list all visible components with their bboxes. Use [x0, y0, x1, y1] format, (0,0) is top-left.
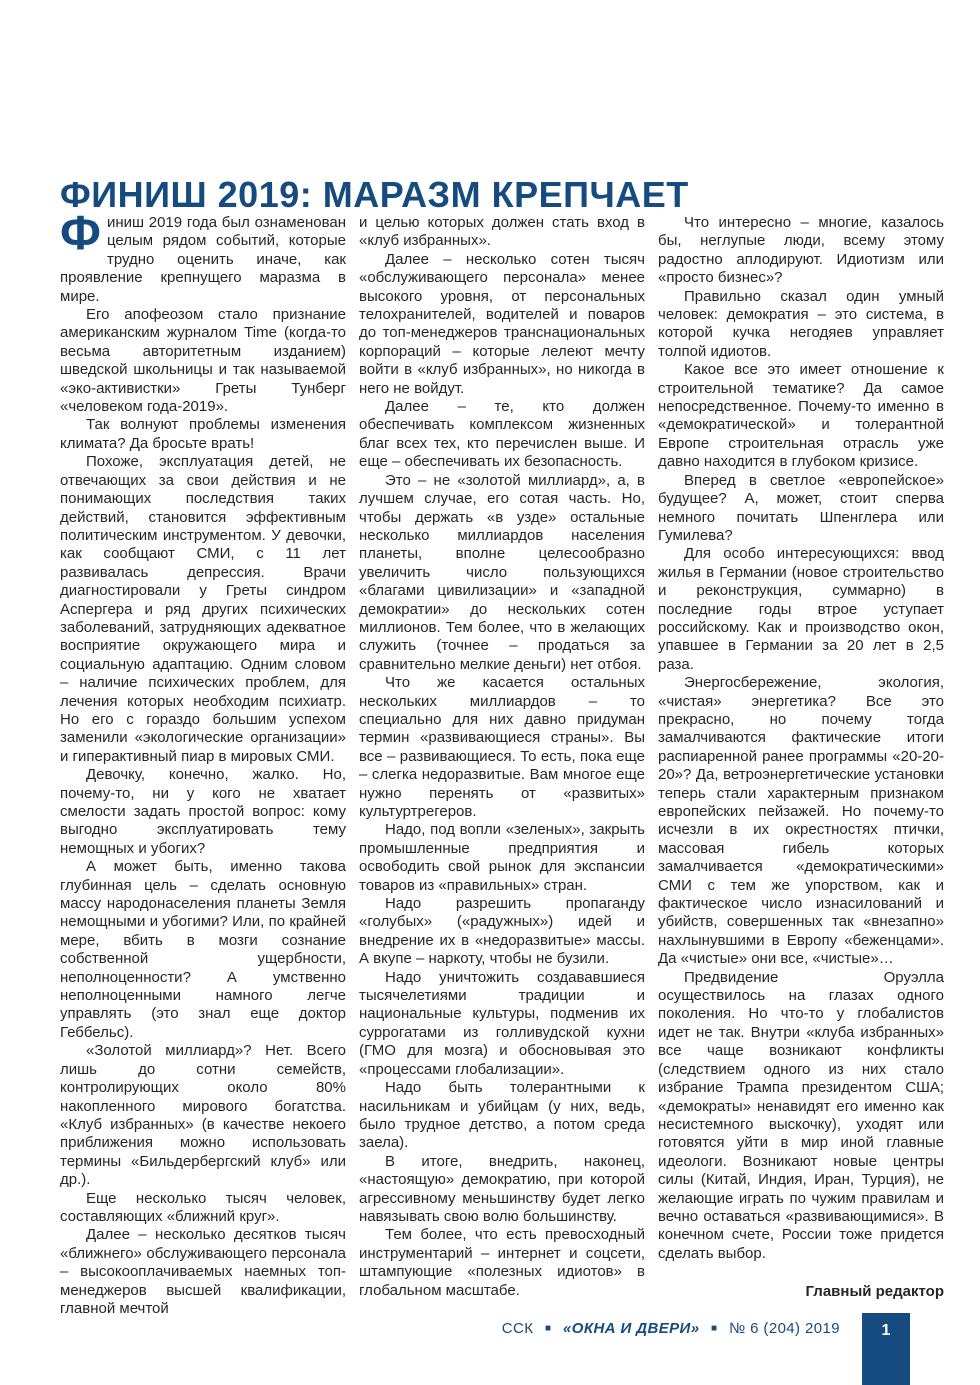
- paragraph: Финиш 2019 года был ознаменован целым рядом событий, которые трудно оценить иначе, как проявление крепнущего маразма в мире.: [60, 207, 346, 305]
- paragraph: Предвидение Оруэлла осуществилось на глазах одного поколения. Но что-то у глобалистов идет не так. Внутри «клуба избранных» все чаще возникают конфликты (следствием одного из них стало избрание Трампа президентом США; «демократы» ненавидят его именно как несистемного выскочку), уходят или готовятся уйти в мир иной главные идеологи. Возникают новые центры силы (Китай, Индия, Иран, Турция), не желающие играть по чужим правилам и вечно оставаться «развивающимися». В конечном счете, России тоже придется сделать выбор.: [658, 968, 944, 1262]
- paragraph: Что же касается остальных нескольких миллиардов – то специально для них давно придуман термин «развивающиеся страны». Вы все – развивающиеся. То есть, пока еще – слегка недоразвитые. Вам многое еще нужно перенять от «развитых» культуртрегеров.: [359, 674, 645, 820]
- paragraph: А может быть, именно такова глубинная цель – сделать основную массу народонаселения планеты Земля немощными и убогими? Или, по крайней мере, вбить в мозги сознание собственной ущербности, неполноценности? А умственно неполноценными намного легче управлять (это знал еще доктор Геббельс).: [60, 858, 346, 1041]
- paragraph: Энергосбережение, экология, «чистая» энергетика? Все это прекрасно, но почему тогда замалчиваются фактические итоги распиаренной ранее программы «20-20-20»? Да, ветроэнергетические установки теперь стали характерным признаком европейских пейзажей. Но почему-то исчезли в их окрестностях птички, массовая гибель которых замалчивается «демократическими» СМИ с тем же упорством, как и фактическое число изнасилований и убийств, совершенных так «внезапно» нахлынувшими в Европу «беженцами». Да «чистые» они все, «чистые»…: [658, 674, 944, 968]
- paragraph: Надо быть толерантными к насильникам и убийцам (у них, ведь, было трудное детство, а потом среда заела).: [359, 1079, 645, 1152]
- paragraph: и целью которых должен стать вход в «клуб избранных».: [359, 214, 645, 250]
- text-column-2: [359, 214, 645, 1300]
- editor-signature: Главный редактор: [805, 1283, 944, 1301]
- paragraph: Что интересно – многие, казалось бы, неглупые люди, всему этому радостно аплодируют. Идиотизм или «просто бизнес»?: [658, 214, 944, 287]
- paragraph: В итоге, внедрить, наконец, «настоящую» демократию, при которой агрессивному меньшинству будет легко навязывать свою волю большинству.: [359, 1152, 645, 1225]
- paragraph: Далее – несколько десятков тысяч «ближнего» обслуживающего персонала – высокооплачиваемых наемных топ-менеджеров высшей квалификации, главной мечтой: [60, 1226, 346, 1317]
- page-title: ФИНИШ 2019: МАРАЗМ КРЕПЧАЕТ: [60, 174, 689, 216]
- article-body: [60, 207, 944, 1318]
- paragraph: Вперед в светлое «европейское» будущее? А, может, стоит сперва немного почитать Шпенглера или Гумилева?: [658, 471, 944, 544]
- paragraph: Это – не «золотой миллиард», а, в лучшем случае, его сотая часть. Но, чтобы держать «в узде» остальные несколько миллиардов населения планеты, вполне целесообразно увеличить число пользующихся «благами цивилизации» и «западной демократии» до нескольких сотен миллионов. Тем более, что в желающих служить (точнее – продаться за сравнительно мелкие деньги) нет отбоя.: [359, 471, 645, 673]
- paragraph: Его апофеозом стало признание американским журналом Time (когда-то весьма авторитетным изданием) шведской школьницы и так называемой «эко-активистки» Греты Тунберг «человеком года-2019».: [60, 306, 346, 416]
- square-separator-icon: ■: [544, 1323, 552, 1334]
- paragraph: Девочку, конечно, жалко. Но, почему-то, ни у кого не хватает смелости задать простой вопрос: кому выгодно эксплуатировать тему немощных и убогих?: [60, 766, 346, 857]
- footer-magazine-title: «ОКНА И ДВЕРИ»: [563, 1320, 700, 1337]
- square-separator-icon: ■: [711, 1323, 718, 1334]
- paragraph: Еще несколько тысяч человек, составляющих «ближний круг».: [60, 1189, 346, 1225]
- paragraph: Надо, под вопли «зеленых», закрыть промышленные предприятия и освободить свой рынок для экспансии товаров из «правильных» стран.: [359, 821, 645, 894]
- footer: [502, 1320, 840, 1337]
- footer-issue-label: № 6 (204) 2019: [729, 1320, 840, 1337]
- page-number: 1: [881, 1322, 891, 1339]
- paragraph: Надо уничтожить создававшиеся тысячелетиями традиции и национальные культуры, подменив их суррогатами из голливудской кухни (ГМО для мозга) и обосновывая это «процессами глобализации».: [359, 968, 645, 1078]
- page-number-box: [862, 1313, 910, 1385]
- drop-cap: Ф: [60, 207, 101, 260]
- paragraph: Далее – несколько сотен тысяч «обслуживающего персонала» менее высокого уровня, от персональных телохранителей, водителей и поваров до топ-менеджеров транснациональных корпораций – которые лелеют мечту войти в «клуб избранных», но никогда в него не войдут.: [359, 250, 645, 397]
- paragraph: Какое все это имеет отношение к строительной тематике? Да самое непосредственное. Почему-то именно в «демократической» и толерантной Европе строительная отрасль уже давно находится в глубоком кризисе.: [658, 361, 944, 471]
- paragraph: «Золотой миллиард»? Нет. Всего лишь до сотни семейств, контролирующих около 80% накопленного мирового богатства. «Клуб избранных» (в качестве некоего приближения можно использовать термины «Бильдербергский клуб» или др.).: [60, 1042, 346, 1189]
- paragraph: Похоже, эксплуатация детей, не отвечающих за свои действия и не понимающих последствия таких действий, становится эффективным политическим инструментом. У девочки, как сообщают СМИ, с 11 лет развивалась депрессия. Врачи диагностировали у Греты синдром Аспергера и ряд других психических заболеваний, затрудняющих адекватное восприятие окружающего мира и социальную адаптацию. Одним словом – наличие психических проблем, для лечения которых необходим психиатр. Но его с гораздо большим успехом заменили «экологические организации» и гиперактивный пиар в мировых СМИ.: [60, 453, 346, 765]
- paragraph: Правильно сказал один умный человек: демократия – это система, в которой кучка негодяев управляет толпой идиотов.: [658, 287, 944, 360]
- paragraph: Так волнуют проблемы изменения климата? Да бросьте врать!: [60, 416, 346, 452]
- paragraph: Далее – те, кто должен обеспечивать комплексом жизненных благ всех тех, кто перечислен выше. И еще – обеспечивать их безопасность.: [359, 398, 645, 471]
- footer-org-label: ССК: [501, 1320, 534, 1337]
- text-column-3-paragraphs: [658, 214, 944, 1263]
- text-column-1: [60, 207, 346, 1318]
- paragraph: Для особо интересующихся: ввод жилья в Германии (новое строительство и реконструкция, суммарно) в последние годы втрое уступает российскому. Как и производство окон, упавшее в Германии за 20 лет в 2,5 раза.: [658, 545, 944, 673]
- text-column-3: [658, 214, 944, 1302]
- paragraph: Тем более, что есть превосходный инструментарий – интернет и соцсети, штампующие «полезных идиотов» в глобальном масштабе.: [359, 1226, 645, 1299]
- paragraph: Надо разрешить пропаганду «голубых» («радужных») идей и внедрение их в «недоразвитые» массы. А вкупе – наркоту, чтобы не бузили.: [359, 895, 645, 968]
